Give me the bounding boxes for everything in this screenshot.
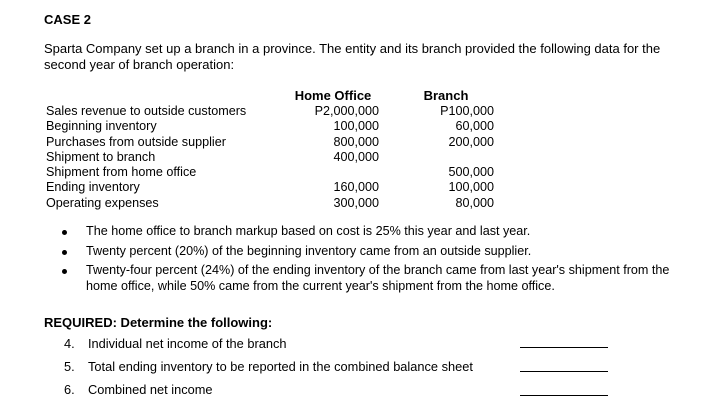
branch-value: 80,000 <box>455 195 494 210</box>
table-row <box>46 104 506 119</box>
item-text: Combined net income <box>88 382 213 397</box>
home-office-value: 800,000 <box>333 134 379 149</box>
home-office-column-header: Home Office <box>294 88 372 103</box>
bullet-icon <box>62 269 67 274</box>
row-label: Shipment from home office <box>46 165 197 180</box>
branch-value: P100,000 <box>440 104 494 118</box>
item-text: Individual net income of the branch <box>88 336 287 351</box>
bullet-text: Twenty-four percent (24%) of the ending inventory of the branch came from last year's shipment from the home office, while 50% came from the current year's shipment from the home office. <box>86 263 670 293</box>
table-row <box>46 150 506 165</box>
table-row <box>46 180 506 195</box>
bullet-text: The home office to branch markup based on cost is 25% this year and last year. <box>86 224 531 238</box>
case-title: CASE 2 <box>44 12 91 27</box>
list-item <box>62 263 698 294</box>
item-number: 5. <box>64 359 75 374</box>
required-item <box>64 382 212 397</box>
list-item <box>62 224 698 240</box>
home-office-value: P2,000,000 <box>314 104 379 118</box>
answer-line[interactable] <box>520 347 608 348</box>
row-label: Sales revenue to outside customers <box>46 104 247 118</box>
home-office-value: 300,000 <box>333 195 379 210</box>
data-table <box>46 104 506 211</box>
branch-value: 500,000 <box>448 165 494 180</box>
table-row <box>46 119 506 134</box>
branch-value: 200,000 <box>448 134 494 149</box>
table-row <box>46 165 506 180</box>
table-row <box>46 196 506 211</box>
row-label: Ending inventory <box>46 180 140 195</box>
answer-line[interactable] <box>520 395 608 396</box>
bullet-text: Twenty percent (20%) of the beginning inventory came from an outside supplier. <box>86 243 532 258</box>
required-item <box>64 336 286 351</box>
bullet-icon <box>62 230 67 235</box>
home-office-value: 400,000 <box>333 149 379 164</box>
required-heading: REQUIRED: Determine the following: <box>44 315 273 330</box>
table-row <box>46 135 506 150</box>
row-label: Purchases from outside supplier <box>46 134 226 149</box>
branch-column-header: Branch <box>423 88 469 103</box>
assumptions-list <box>62 224 698 298</box>
answer-line[interactable] <box>520 371 608 372</box>
home-office-value: 100,000 <box>333 119 379 134</box>
required-item <box>64 359 473 374</box>
item-number: 4. <box>64 336 75 351</box>
item-text: Total ending inventory to be reported in the combined balance sheet <box>88 359 473 374</box>
branch-value: 100,000 <box>448 180 494 195</box>
row-label: Shipment to branch <box>46 149 156 164</box>
branch-value: 60,000 <box>455 119 494 134</box>
row-label: Beginning inventory <box>46 119 157 134</box>
item-number: 6. <box>64 382 75 397</box>
row-label: Operating expenses <box>46 195 159 210</box>
home-office-value: 160,000 <box>333 180 379 195</box>
bullet-icon <box>62 250 67 255</box>
intro-paragraph: Sparta Company set up a branch in a province. The entity and its branch provided the following data for the second year of branch operation: <box>44 41 661 72</box>
list-item <box>62 244 698 260</box>
